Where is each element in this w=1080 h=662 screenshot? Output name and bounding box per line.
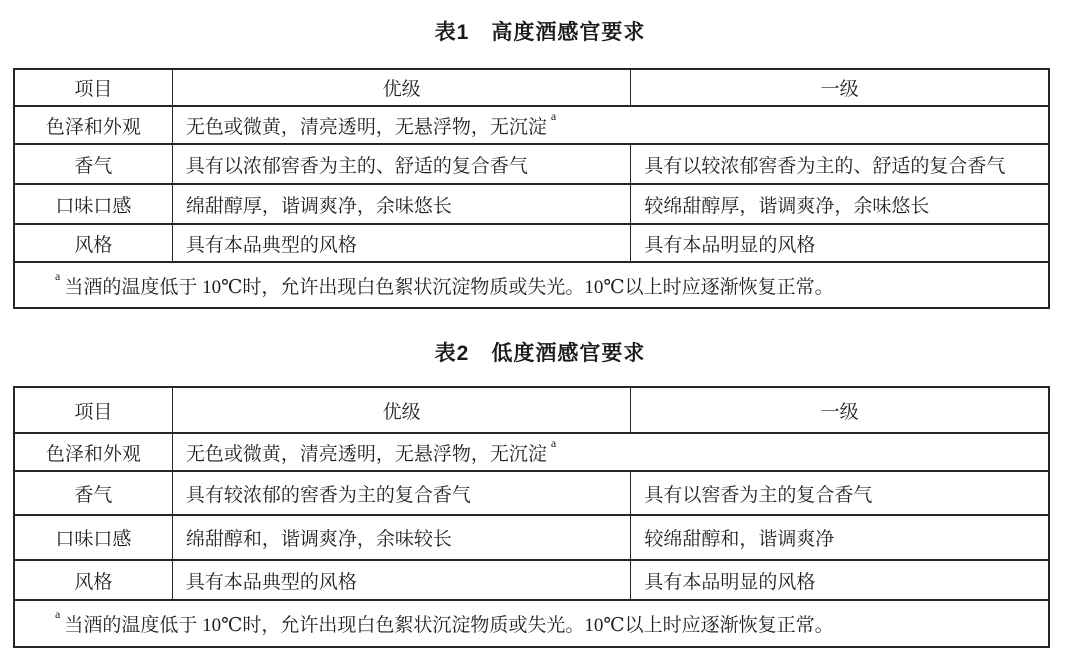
- table1-header-row: [14, 69, 1049, 106]
- table1-taste-first-grade: 较绵甜醇厚，谐调爽净，余味悠长: [631, 184, 1049, 224]
- table2-value-color-appearance: [172, 433, 1049, 471]
- table2-row-aroma: [14, 471, 1049, 515]
- table2-aroma-premium: 具有较浓郁的窖香为主的复合香气: [172, 471, 631, 515]
- table1-header-first-grade: 一级: [631, 69, 1049, 106]
- table1-row-style: [14, 224, 1049, 262]
- footnote-reference-a: a: [550, 108, 557, 123]
- table2-row-color-appearance: [14, 433, 1049, 471]
- footnote-marker-a: a: [55, 607, 61, 622]
- table2-item-aroma: 香气: [14, 471, 172, 515]
- table1-header-premium-grade: 优级: [172, 69, 631, 106]
- table2-row-taste: [14, 515, 1049, 560]
- footnote-text: 当酒的温度低于 10℃时，允许出现白色絮状沉淀物质或失光。10℃以上时应逐渐恢复正常。: [64, 276, 834, 298]
- table2-row-footnote: [14, 600, 1049, 647]
- table1-section: [0, 18, 1080, 309]
- table1-title: 表1 高度酒感官要求: [434, 21, 646, 44]
- table2-title: 表2 低度酒感官要求: [434, 342, 646, 365]
- table1-item-taste: 口味口感: [14, 184, 172, 224]
- table2-header-row: [14, 387, 1049, 433]
- table1-row-footnote: [14, 262, 1049, 308]
- table1-item-color-appearance: 色泽和外观: [14, 106, 172, 144]
- footnote-text: 当酒的温度低于 10℃时，允许出现白色絮状沉淀物质或失光。10℃以上时应逐渐恢复正常。: [64, 615, 834, 636]
- table1-row-taste: [14, 184, 1049, 224]
- table2-row-style: [14, 560, 1049, 600]
- footnote-marker-a: a: [55, 268, 61, 283]
- table1-item-aroma: 香气: [14, 144, 172, 184]
- table1-footnote: [14, 262, 1049, 308]
- table2-header-premium-grade: 优级: [172, 387, 631, 433]
- table2-taste-first-grade: 较绵甜醇和，谐调爽净: [631, 515, 1049, 560]
- table1-taste-premium: 绵甜醇厚，谐调爽净，余味悠长: [172, 184, 631, 224]
- table2-style-first-grade: 具有本品明显的风格: [631, 560, 1049, 600]
- footnote-reference-a: a: [550, 435, 557, 450]
- table1-style-premium: 具有本品典型的风格: [172, 224, 631, 262]
- table2-style-premium: 具有本品典型的风格: [172, 560, 631, 600]
- table2-section: [0, 339, 1080, 648]
- table2-header-item: 项目: [14, 387, 172, 433]
- table1-header-item: 项目: [14, 69, 172, 106]
- table1-style-first-grade: 具有本品明显的风格: [631, 224, 1049, 262]
- table2-low-alcohol-sensory: [13, 386, 1050, 648]
- table2-footnote: [14, 600, 1049, 647]
- table1-aroma-premium: 具有以浓郁窖香为主的、舒适的复合香气: [172, 144, 631, 184]
- table2-item-style: 风格: [14, 560, 172, 600]
- table1-row-color-appearance: [14, 106, 1049, 144]
- appearance-text: 无色或微黄，清亮透明，无悬浮物，无沉淀: [185, 116, 547, 138]
- table1-row-aroma: [14, 144, 1049, 184]
- table2-header-first-grade: 一级: [631, 387, 1049, 433]
- table2-taste-premium: 绵甜醇和，谐调爽净，余味较长: [172, 515, 631, 560]
- table1-aroma-first-grade: 具有以较浓郁窖香为主的、舒适的复合香气: [631, 144, 1049, 184]
- table2-aroma-first-grade: 具有以窖香为主的复合香气: [631, 471, 1049, 515]
- table1-item-style: 风格: [14, 224, 172, 262]
- table1-high-alcohol-sensory: [13, 68, 1050, 309]
- table2-item-color-appearance: 色泽和外观: [14, 433, 172, 471]
- table2-item-taste: 口味口感: [14, 515, 172, 560]
- table1-value-color-appearance: [172, 106, 1049, 144]
- appearance-text: 无色或微黄，清亮透明，无悬浮物，无沉淀: [185, 443, 547, 465]
